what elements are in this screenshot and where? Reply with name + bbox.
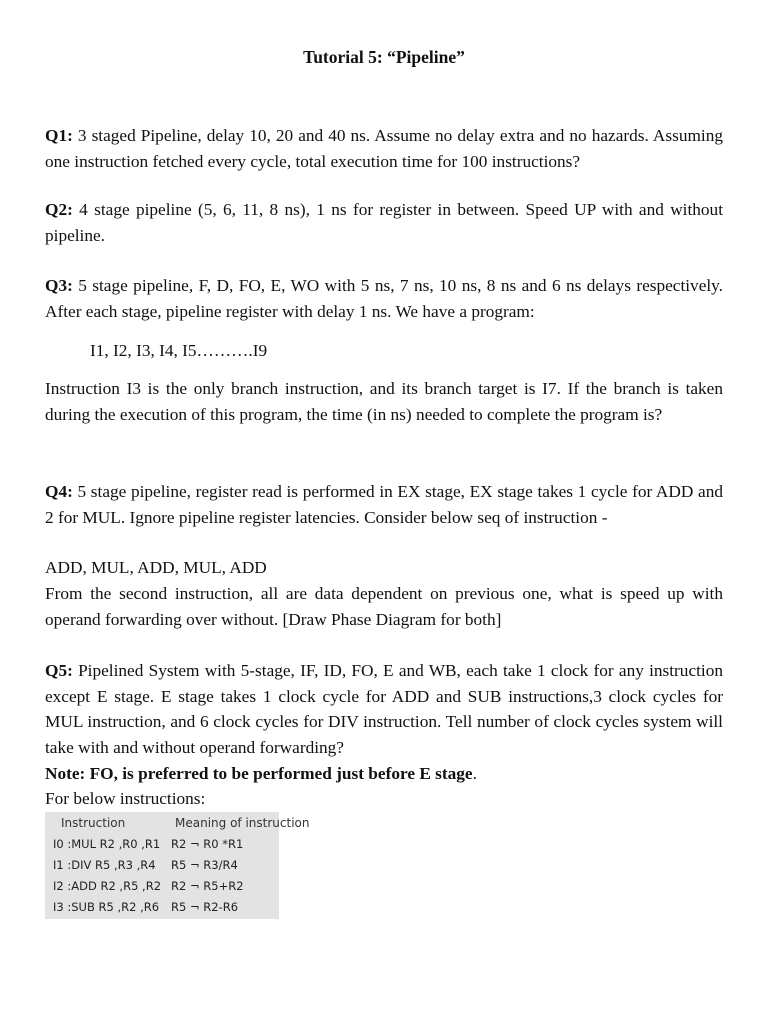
table-cell: I0 :MUL R2 ,R0 ,R1 <box>53 837 161 851</box>
instruction-table <box>45 812 310 919</box>
question-3 <box>45 273 723 324</box>
question-5-lead: For below instructions: <box>45 789 206 808</box>
question-text: 3 staged Pipeline, delay 10, 20 and 40 ns. Assume no delay extra and no hazards. Assuming one instruction fetched every cycle, total execution time for 100 instructions? <box>45 126 723 171</box>
question-2 <box>45 197 723 248</box>
question-label: Q4: <box>45 482 73 501</box>
instruction-sequence: ADD, MUL, ADD, MUL, ADD <box>45 558 267 577</box>
instruction-sequence: I1, I2, I3, I4, I5……….I9 <box>90 341 268 360</box>
table-header-row <box>45 813 309 834</box>
question-5 <box>45 658 723 760</box>
table-row <box>45 834 309 855</box>
table-cell: I2 :ADD R2 ,R5 ,R2 <box>53 879 162 893</box>
question-5-note <box>45 761 723 787</box>
question-text: 5 stage pipeline, register read is performed in EX stage, EX stage takes 1 cycle for ADD and 2 for MUL. Ignore pipeline register latencies. Consider below seq of instruction - <box>45 482 723 527</box>
table-cell: R2 ¬ R5+R2 <box>171 879 244 893</box>
table-header-cell: Meaning of instruction <box>175 816 310 830</box>
table-row <box>45 897 309 918</box>
question-label: Q2: <box>45 200 73 219</box>
question-text: Pipelined System with 5-stage, IF, ID, FO, E and WB, each take 1 clock for any instruction except E stage. E stage takes 1 clock cycle for ADD and SUB instructions,3 clock cycles for MUL instruction, and 6 clock cycles for DIV instruction. Tell number of clock cycles system will take with and without operand forwarding? <box>45 661 723 757</box>
question-4 <box>45 479 723 530</box>
table-cell: R5 ¬ R3/R4 <box>171 858 238 872</box>
table-row <box>45 876 309 897</box>
note-end: . <box>472 764 477 783</box>
note-text: Note: FO, is preferred to be performed just before E stage <box>45 764 473 783</box>
question-label: Q5: <box>45 661 73 680</box>
page-title: Tutorial 5: “Pipeline” <box>303 47 465 67</box>
question-label: Q1: <box>45 126 73 145</box>
question-3-followup: Instruction I3 is the only branch instruction, and its branch target is I7. If the branch is taken during the execution of this program, the time (in ns) needed to complete the program is? <box>45 379 723 424</box>
question-label: Q3: <box>45 276 73 295</box>
table-header-cell: Instruction <box>61 816 126 830</box>
question-1 <box>45 123 723 174</box>
question-text: 5 stage pipeline, F, D, FO, E, WO with 5 ns, 7 ns, 10 ns, 8 ns and 6 ns delays respectively. After each stage, pipeline register with delay 1 ns. We have a program: <box>45 276 723 321</box>
question-text: 4 stage pipeline (5, 6, 11, 8 ns), 1 ns for register in between. Speed UP with and without pipeline. <box>45 200 723 245</box>
table-row <box>45 855 309 876</box>
table-cell: R5 ¬ R2-R6 <box>171 900 239 914</box>
question-4-followup: From the second instruction, all are data dependent on previous one, what is speed up with operand forwarding over without. [Draw Phase Diagram for both] <box>45 584 723 629</box>
table-cell: I3 :SUB R5 ,R2 ,R6 <box>53 900 160 914</box>
table-cell: I1 :DIV R5 ,R3 ,R4 <box>53 858 156 872</box>
table-cell: R2 ¬ R0 *R1 <box>171 837 244 851</box>
